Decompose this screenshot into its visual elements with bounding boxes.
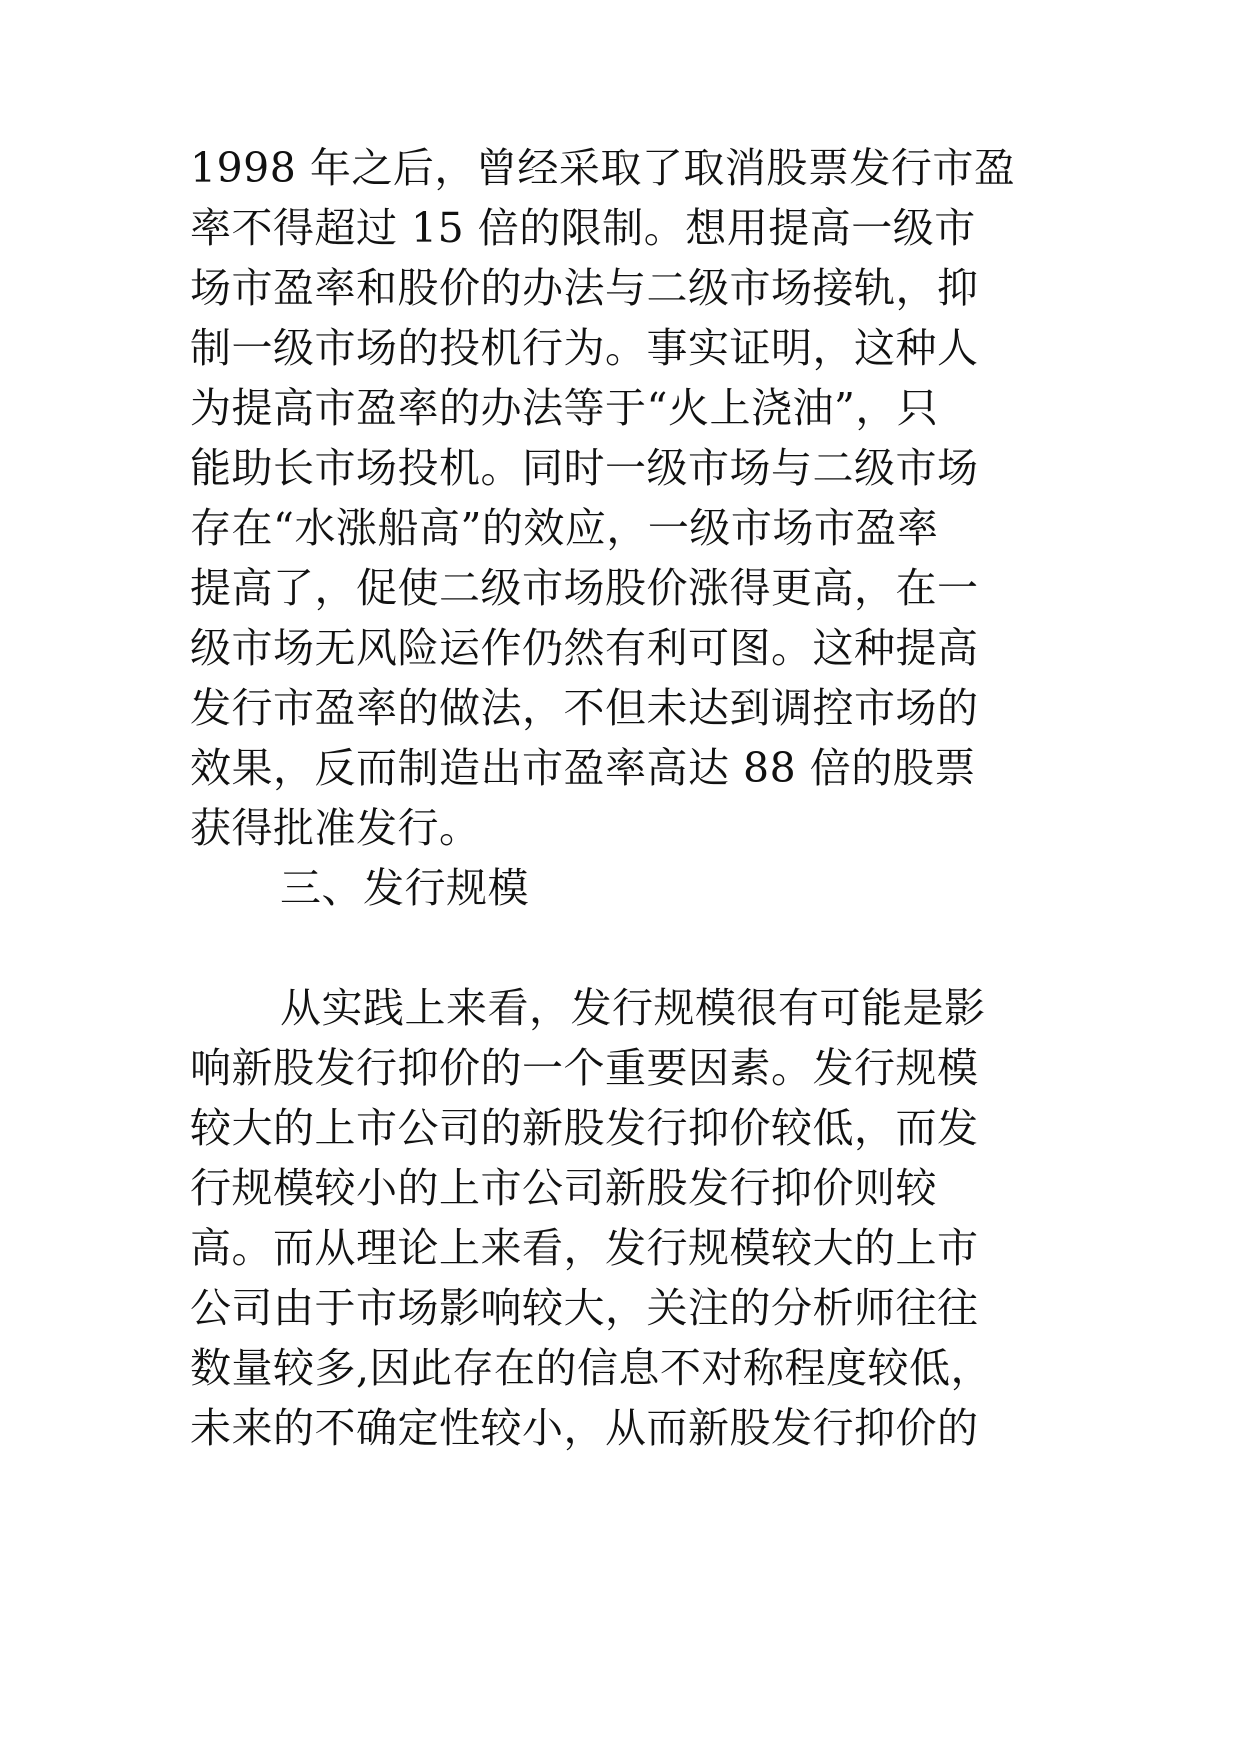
paragraph-2-line-1: 从实践上来看，发行规模很有可能是影 — [280, 984, 986, 1032]
paragraph-1-line-8: 提高了，促使二级市场股价涨得更高，在一 — [190, 564, 979, 612]
paragraph-2-line-3: 较大的上市公司的新股发行抑价较低，而发 — [190, 1104, 979, 1152]
section-heading: 三、发行规模 — [280, 864, 529, 912]
paragraph-1-line-1: 1998 年之后，曾经采取了取消股票发行市盈 — [190, 144, 1016, 192]
paragraph-2-line-8: 未来的不确定性较小，从而新股发行抑价的 — [190, 1404, 979, 1452]
paragraph-1-line-6: 能助长市场投机。同时一级市场与二级市场 — [190, 444, 979, 492]
paragraph-1-line-11: 效果，反而制造出市盈率高达 88 倍的股票 — [190, 744, 976, 792]
paragraph-1-line-4: 制一级市场的投机行为。事实证明，这种人 — [190, 324, 979, 372]
paragraph-2-line-7: 数量较多,因此存在的信息不对称程度较低， — [190, 1344, 993, 1392]
paragraph-1-line-3: 场市盈率和股价的办法与二级市场接轨，抑 — [190, 264, 979, 312]
paragraph-2-line-5: 高。而从理论上来看，发行规模较大的上市 — [190, 1224, 979, 1272]
paragraph-2-line-2: 响新股发行抑价的一个重要因素。发行规模 — [190, 1044, 979, 1092]
paragraph-1-line-12: 获得批准发行。 — [190, 804, 481, 852]
paragraph-1-line-9: 级市场无风险运作仍然有利可图。这种提高 — [190, 624, 979, 672]
paragraph-1-line-2: 率不得超过 15 倍的限制。想用提高一级市 — [190, 204, 976, 252]
paragraph-1-line-7: 存在“水涨船高”的效应，一级市场市盈率 — [190, 504, 939, 552]
paragraph-2-line-6: 公司由于市场影响较大，关注的分析师往往 — [190, 1284, 979, 1332]
paragraph-1-line-10: 发行市盈率的做法，不但未达到调控市场的 — [190, 684, 979, 732]
paragraph-1-line-5: 为提高市盈率的办法等于“火上浇油”，只 — [190, 384, 939, 432]
paragraph-2-line-4: 行规模较小的上市公司新股发行抑价则较 — [190, 1164, 937, 1212]
